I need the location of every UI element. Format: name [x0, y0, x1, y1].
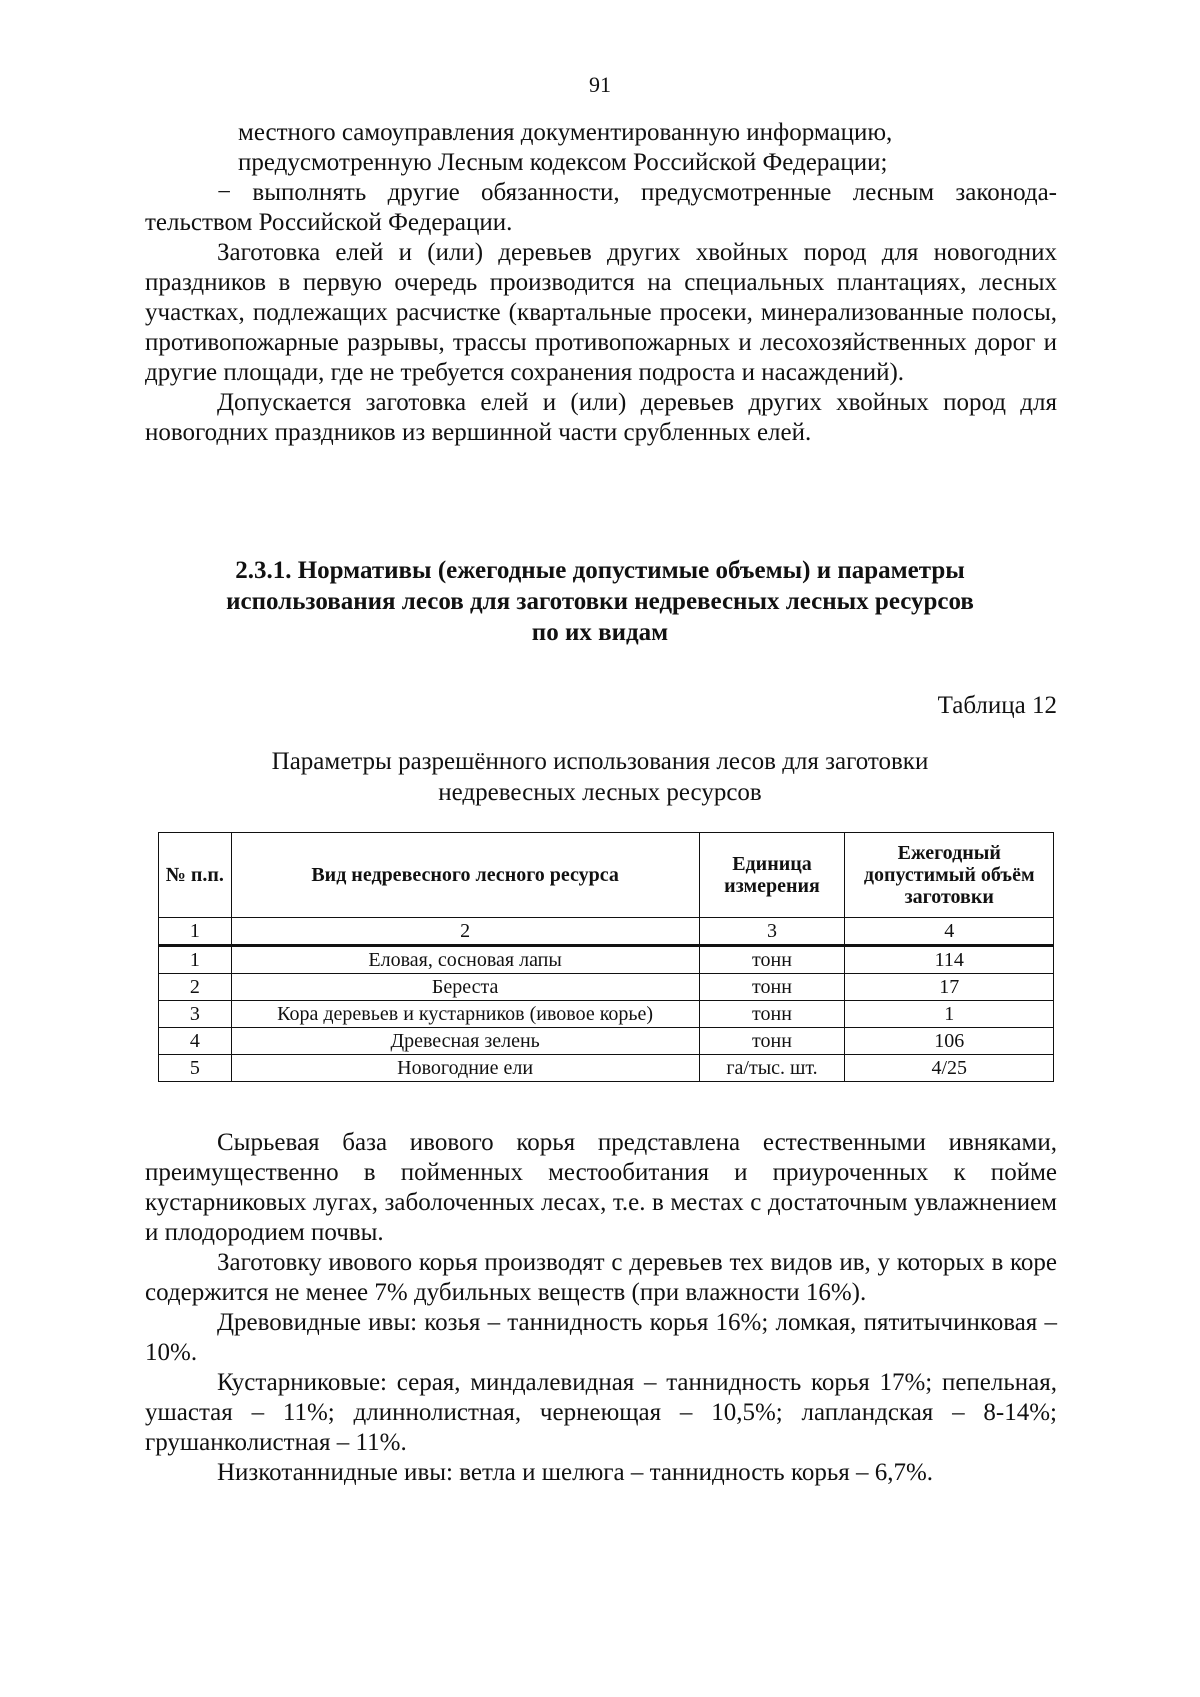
table-title-line-1: Параметры разрешённого использования лесов для заготовки [271, 748, 929, 775]
header-resource-type: Вид недревесного лесного ресурса [231, 833, 699, 918]
column-number: 3 [699, 918, 845, 946]
paragraph-low-tannin-willows: Низкотаннидные ивы: ветла и шелюга – таннидность корья – 6,7%. [217, 1459, 934, 1486]
paragraph-willow-harvest: Заготовку ивового корья производят с деревьев тех видов ив, у которых в коре содержится не менее 7% дубильных веществ (при влажности 16%). [145, 1249, 1057, 1306]
page-number: 91 [589, 72, 611, 97]
paragraph-shrub-willows: Кустарниковые: серая, миндалевидная – таннидность корья 17%; пепельная, ушастая – 11%; длиннолистная, чернеющая – 10,5%; лапландская – 8-14%; грушанколистная – 11%. [145, 1369, 1057, 1456]
section-heading [0, 555, 1200, 648]
column-number: 2 [231, 918, 699, 946]
column-number-row [159, 918, 1054, 946]
cell-unit: тонн [699, 1001, 845, 1028]
cell-volume: 17 [845, 974, 1054, 1001]
column-number: 1 [159, 918, 232, 946]
table-row [159, 946, 1054, 974]
top-text-section [145, 118, 1057, 448]
paragraph-tree-willows: Древовидные ивы: козья – таннидность корья 16%; ломкая, пятитычинковая – 10%. [145, 1309, 1057, 1366]
table-header-row [159, 833, 1054, 918]
table-row [159, 1001, 1054, 1028]
cell-unit: га/тыс. шт. [699, 1055, 845, 1082]
cell-resource: Кора деревьев и кустарников (ивовое корье) [231, 1001, 699, 1028]
cell-number: 2 [159, 974, 232, 1001]
heading-line-1: 2.3.1. Нормативы (ежегодные допустимые объемы) и параметры [235, 557, 965, 584]
table-title-line-2: недревесных лесных ресурсов [438, 779, 762, 806]
heading-line-2: использования лесов для заготовки недревесных лесных ресурсов [226, 588, 974, 615]
cell-number: 1 [159, 946, 232, 974]
cell-unit: тонн [699, 946, 845, 974]
cell-volume: 114 [845, 946, 1054, 974]
column-number: 4 [845, 918, 1054, 946]
bottom-text-section [145, 1128, 1057, 1488]
cell-unit: тонн [699, 1028, 845, 1055]
table-row [159, 974, 1054, 1001]
table-row [159, 1028, 1054, 1055]
cell-resource: Древесная зелень [231, 1028, 699, 1055]
cell-resource: Новогодние ели [231, 1055, 699, 1082]
paragraph-spruce-harvest: Заготовка елей и (или) деревьев других хвойных пород для новогодних праздников в первую очередь производится на специальных плантациях, лесных участках, подлежащих расчистке (квартальные просеки, минерализованные полосы, противопожарные разрывы, трассы противопожарных и лесохозяйственных дорог и другие площади, где не требуется сохранения подроста и насаждений). [145, 239, 1057, 386]
cell-resource: Еловая, сосновая лапы [231, 946, 699, 974]
header-unit: Единица измерения [699, 833, 845, 918]
table-label: Таблица 12 [937, 692, 1057, 719]
header-number: № п.п. [159, 833, 232, 918]
cell-resource: Береста [231, 974, 699, 1001]
heading-line-3: по их видам [531, 619, 669, 646]
cell-volume: 4/25 [845, 1055, 1054, 1082]
paragraph-willow-base: Сырьевая база ивового корья представлена естественными ивняками, преимущественно в пойменных местообитания и приуроченных к пойме кустарниковых лугах, заболоченных лесах, т.е. в местах с достаточным увлажнением и плодородием почвы. [145, 1129, 1057, 1246]
table-row [159, 1055, 1054, 1082]
continued-line-2: предусмотренную Лесным кодексом Российской Федерации; [238, 149, 888, 176]
cell-unit: тонн [699, 974, 845, 1001]
cell-volume: 106 [845, 1028, 1054, 1055]
paragraph-obligations: − выполнять другие обязанности, предусмотренные лесным законода-тельством Российской Федерации. [145, 179, 1057, 236]
paragraph-spruce-tops: Допускается заготовка елей и (или) деревьев других хвойных пород для новогодних праздников из вершинной части срубленных елей. [145, 389, 1057, 446]
cell-number: 3 [159, 1001, 232, 1028]
continued-line-1: местного самоуправления документированную информацию, [238, 119, 893, 146]
cell-number: 4 [159, 1028, 232, 1055]
cell-volume: 1 [845, 1001, 1054, 1028]
header-annual-volume: Ежегодный допустимый объём заготовки [845, 833, 1054, 918]
resources-table [158, 832, 1054, 1082]
table-title [0, 746, 1200, 808]
cell-number: 5 [159, 1055, 232, 1082]
